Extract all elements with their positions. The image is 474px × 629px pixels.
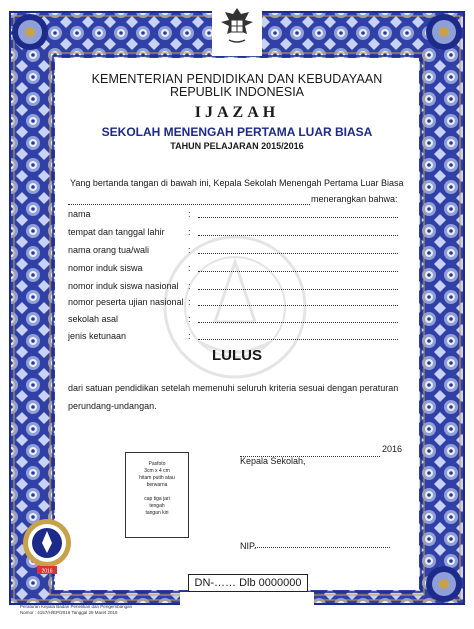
nip-label: NIP.	[240, 541, 257, 551]
republic-heading: REPUBLIK INDONESIA	[169, 85, 305, 99]
field-row-exam-number	[68, 297, 398, 311]
photo-box-line: 3cm x 4 cm	[144, 468, 170, 474]
field-row-origin-school	[68, 314, 398, 328]
field-blank	[198, 289, 398, 290]
body-text-line2: perundang-undangan.	[68, 401, 157, 411]
photo-box-line: berwarna	[146, 482, 168, 488]
nip-blank	[255, 547, 390, 548]
field-blank	[198, 253, 398, 254]
field-label: nomor induk siswa	[68, 263, 143, 273]
field-blank	[198, 305, 398, 306]
emblem-year: 2016	[41, 568, 53, 575]
photo-box-line: Pasfoto	[148, 461, 166, 467]
field-colon: :	[188, 281, 191, 291]
field-colon: :	[188, 314, 191, 324]
field-colon: :	[188, 331, 191, 341]
field-label: sekolah asal	[68, 314, 119, 324]
field-label: nama	[68, 209, 91, 219]
field-row-nama	[68, 209, 398, 223]
footer-number: Nomor : 4157/H/EP/2016 Tanggal 29 Maret 2016	[20, 610, 118, 615]
field-label: nama orang tua/wali	[68, 245, 150, 255]
field-blank	[198, 235, 398, 236]
field-label: nomor peserta ujian nasional	[68, 297, 184, 307]
field-colon: :	[188, 263, 191, 273]
field-colon: :	[188, 209, 191, 219]
intro-suffix: menerangkan bahwa:	[311, 194, 398, 204]
photo-box-line: tangan kiri	[145, 510, 169, 516]
ministry-heading: KEMENTERIAN PENDIDIKAN DAN KEBUDAYAAN	[91, 72, 383, 86]
academic-year-heading: TAHUN PELAJARAN 2015/2016	[170, 141, 304, 151]
field-row-disability	[68, 331, 398, 345]
body-text-line1: dari satuan pendidikan setelah memenuhi seluruh kriteria sesuai dengan peraturan	[68, 383, 399, 393]
signature-year: 2016	[382, 444, 403, 454]
photo-box	[125, 452, 189, 538]
photo-box-line	[126, 489, 188, 496]
field-row-nis	[68, 263, 398, 277]
ministry-emblem-icon	[22, 515, 72, 575]
signer-title: Kepala Sekolah,	[240, 456, 306, 466]
field-blank	[198, 322, 398, 323]
graduation-result: LULUS	[212, 347, 262, 364]
field-label: jenis ketunaan	[68, 331, 127, 341]
field-blank	[198, 217, 398, 218]
school-type-heading: SEKOLAH MENENGAH PERTAMA LUAR BIASA	[101, 125, 373, 139]
field-row-nisn	[68, 281, 398, 295]
field-row-parent	[68, 245, 398, 259]
field-blank	[198, 271, 398, 272]
field-colon: :	[188, 227, 191, 237]
footer-regulation: Peraturan Kepala Badan Penelitian dan Pengembangan	[20, 604, 133, 609]
field-row-birth	[68, 227, 398, 241]
photo-box-line: cap tiga jari	[144, 496, 170, 502]
document-title: IJAZAH	[194, 104, 280, 121]
field-colon: :	[188, 297, 191, 307]
field-label: nomor induk siswa nasional	[68, 281, 179, 291]
field-label: tempat dan tanggal lahir	[68, 227, 165, 237]
field-colon: :	[188, 245, 191, 255]
photo-box-line: hitam putih atau	[139, 475, 175, 481]
intro-statement: Yang bertanda tangan di bawah ini, Kepala Sekolah Menengah Pertama Luar Biasa	[70, 178, 404, 188]
field-blank	[198, 339, 398, 340]
school-name-blank	[68, 196, 310, 205]
photo-box-line: tengah	[149, 503, 165, 509]
serial-number: DN-…… Dlb 0000000	[188, 574, 308, 592]
garuda-emblem-icon	[219, 4, 255, 48]
